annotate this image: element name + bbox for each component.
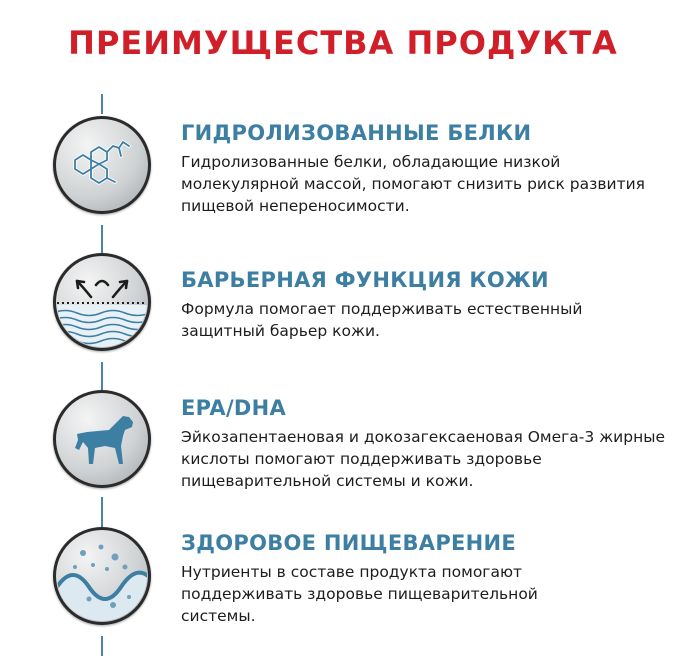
- timeline-segment: [101, 94, 103, 114]
- skin-barrier-icon: [53, 253, 151, 351]
- dog-icon: [53, 390, 151, 488]
- timeline-segment: [101, 636, 103, 656]
- benefit-item: [181, 268, 676, 342]
- timeline-segment: [101, 225, 103, 253]
- benefit-text: Формула помогает поддерживать естественный защитный барьер кожи.: [181, 300, 583, 340]
- page-title: ПРЕИМУЩЕСТВА ПРОДУКТА: [68, 24, 618, 62]
- benefit-item: [181, 121, 676, 217]
- digestion-icon: [53, 527, 151, 625]
- benefit-title: БАРЬЕРНАЯ ФУНКЦИЯ КОЖИ: [181, 268, 549, 292]
- benefit-item: [181, 531, 676, 627]
- benefit-text: Гидролизованные белки, обладающие низкой молекулярной массой, помогают снизить риск развития пищевой непереносимости.: [181, 153, 646, 215]
- benefit-item: [181, 396, 676, 492]
- molecule-icon: [53, 116, 151, 214]
- benefit-title: EPA/DHA: [181, 396, 287, 420]
- timeline-segment: [101, 362, 103, 390]
- benefit-text: Эйкозапентаеновая и докозагексаеновая Омега-3 жирные кислоты помогают поддерживать здоровье пищеварительной системы и кожи.: [181, 428, 665, 490]
- benefit-title: ГИДРОЛИЗОВАННЫЕ БЕЛКИ: [181, 121, 532, 145]
- timeline-segment: [101, 497, 103, 527]
- benefit-text: Нутриенты в составе продукта помогают поддерживать здоровье пищеварительной системы.: [181, 563, 538, 625]
- benefit-title: ЗДОРОВОЕ ПИЩЕВАРЕНИЕ: [181, 531, 517, 555]
